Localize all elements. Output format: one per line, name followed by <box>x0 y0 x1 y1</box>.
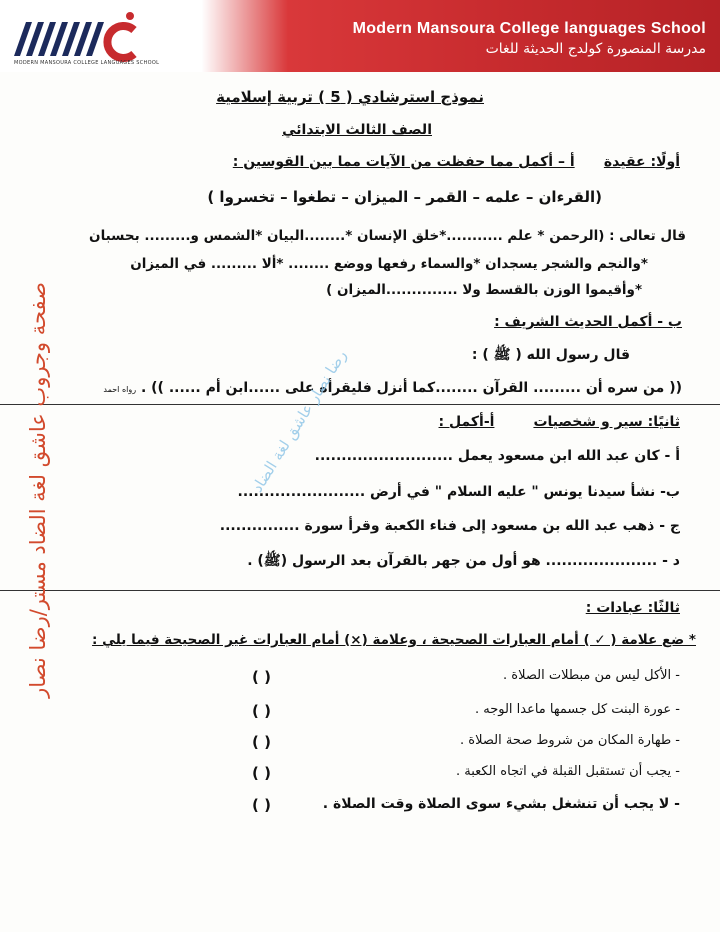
verse-line-3: *وأقيموا الوزن بالقسط ولا ..............الميزان ) <box>326 282 642 298</box>
choices-list: (القرءان – علمه – القمر – الميزان – تطغوا – تخسروا ) <box>207 188 602 206</box>
section1-part-a: أ – أكمل مما حفظت من الآيات مما بين القوسين : <box>232 154 575 170</box>
side-credit-text: صفحة وجروب عاشق لغة الضاد مستر/رضا نصار <box>26 282 50 698</box>
verse-line-1: قال تعالى : (الرحمن * علم ...........*خلق الإنسان *........البيان *الشمس و......... بحسبان <box>89 228 686 244</box>
section-divider <box>0 404 720 405</box>
part-b-heading: ب - أكمل الحديث الشريف : <box>494 314 682 330</box>
hadith-body: (( من سره أن ......... القرآن ........كما أنزل فليقرأه على ......ابن أم ...... )) . <box>140 380 682 396</box>
statement-4: - يجب أن تستقبل القبلة في اتجاه الكعبة . <box>455 764 680 779</box>
hadith-text <box>103 380 682 396</box>
logo-subtitle: MODERN MANSOURA COLLEGE LANGUAGES SCHOOL <box>14 60 160 66</box>
question-2: ب- نشأ سيدنا يونس " عليه السلام " في أرض ........................ <box>237 484 680 500</box>
answer-box-5[interactable]: ( ) <box>252 796 271 814</box>
hadith-narrator: رواه احمد <box>103 385 137 394</box>
section1-title: أولًا: عقيدة <box>603 154 680 170</box>
statement-2: - عورة البنت كل جسمها ماعدا الوجه . <box>474 702 680 717</box>
school-logo-icon <box>6 8 166 68</box>
school-header <box>0 0 720 72</box>
page-title: نموذج استرشادي ( 5 ) تربية إسلامية <box>216 88 484 106</box>
answer-box-1[interactable]: ( ) <box>252 668 271 686</box>
answer-box-4[interactable]: ( ) <box>252 764 271 782</box>
side-credit <box>10 280 66 700</box>
hadith-intro: قال رسول الله ( ﷺ ) : <box>471 347 630 363</box>
instruction-text: * ضع علامة ( ✓ ) أمام العبارات الصحيحة ، وعلامة (×) أمام العبارات غير الصحيحة فيما يلي : <box>92 632 696 648</box>
section2-sub: أ-أكمل : <box>438 414 495 430</box>
statement-3: - طهارة المكان من شروط صحة الصلاة . <box>460 733 680 748</box>
section2-heading <box>439 414 680 430</box>
watermark: رضا نصار عاشق لغة الضاد <box>248 346 351 496</box>
section-divider <box>0 590 720 591</box>
section3-heading: ثالثًا: عبادات : <box>585 600 680 616</box>
question-1: أ - كان عبد الله ابن مسعود يعمل .......................... <box>314 448 680 464</box>
school-name-en: Modern Mansoura College languages School <box>352 20 706 37</box>
section2-title: ثانيًا: سير و شخصيات <box>533 414 680 430</box>
answer-box-2[interactable]: ( ) <box>252 702 271 720</box>
statement-5: - لا يجب أن تنشغل بشيء سوى الصلاة وقت الصلاة . <box>322 796 680 812</box>
verse-line-2: *والنجم والشجر يسجدان *والسماء رفعها ووضع ........ *ألا ......... في الميزان <box>130 256 648 272</box>
answer-box-3[interactable]: ( ) <box>252 733 271 751</box>
question-3: ج - ذهب عبد الله بن مسعود إلى فناء الكعبة وقرأ سورة ............... <box>219 518 680 534</box>
school-name-ar: مدرسة المنصورة كولدج الحديثة للغات <box>485 41 706 57</box>
question-4: د - ..................... هو أول من جهر بالقرآن بعد الرسول (ﷺ) . <box>247 553 680 569</box>
grade-label: الصف الثالث الابتدائي <box>282 122 432 138</box>
section1-heading <box>233 154 680 170</box>
statement-1: - الأكل ليس من مبطلات الصلاة . <box>503 668 680 683</box>
